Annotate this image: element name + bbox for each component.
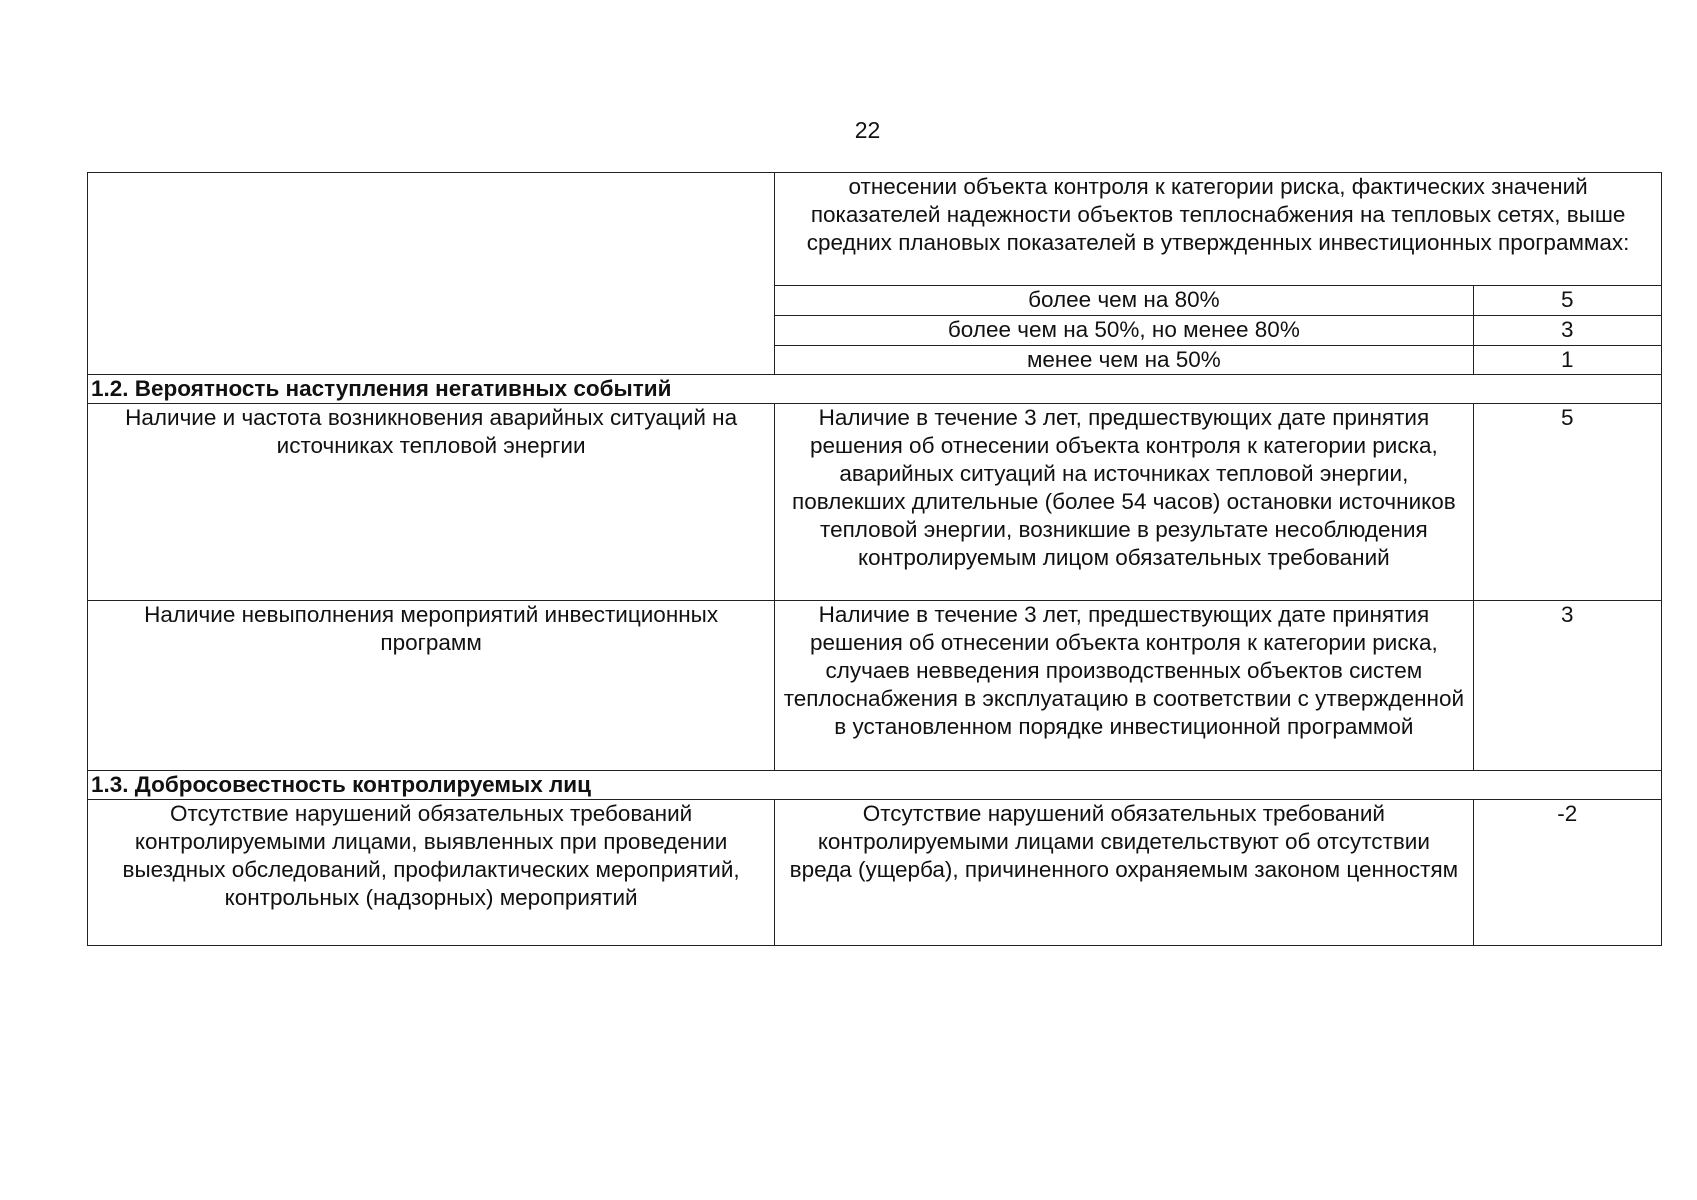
continuation-row xyxy=(88,173,1662,286)
table-row xyxy=(88,800,1662,946)
continuation-indicator-cell xyxy=(88,173,775,375)
score-cell: 3 xyxy=(1473,601,1661,771)
sub-row-score: 5 xyxy=(1473,286,1661,316)
section-heading: 1.3. Добросовестность контролируемых лиц xyxy=(88,771,1662,800)
indicator-cell: Наличие невыполнения мероприятий инвестиционных программ xyxy=(88,601,775,771)
continuation-text: отнесении объекта контроля к категории риска, фактических значений показателей надежности объектов теплоснабжения на тепловых сетях, выше средних плановых показателей в утвержденных инвестиционных программах: xyxy=(775,173,1662,286)
indicator-cell: Отсутствие нарушений обязательных требований контролируемыми лицами, выявленных при проведении выездных обследований, профилактических мероприятий, контрольных (надзорных) мероприятий xyxy=(88,800,775,946)
sub-row-label: менее чем на 50% xyxy=(775,346,1473,375)
score-cell: 5 xyxy=(1473,404,1661,601)
criterion-cell: Наличие в течение 3 лет, предшествующих дате принятия решения об отнесении объекта контроля к категории риска, аварийных ситуаций на источниках тепловой энергии, повлекших длительные (более 54 часов) остановки источников тепловой энергии, возникшие в результате несоблюдения контролируемым лицом обязательных требований xyxy=(775,404,1473,601)
score-cell: -2 xyxy=(1473,800,1661,946)
section-heading: 1.2. Вероятность наступления негативных событий xyxy=(88,375,1662,404)
criterion-cell: Наличие в течение 3 лет, предшествующих дате принятия решения об отнесении объекта контроля к категории риска, случаев невведения производственных объектов систем теплоснабжения в эксплуатацию в соответствии с утвержденной в установленном порядке инвестиционной программой xyxy=(775,601,1473,771)
table-row xyxy=(88,404,1662,601)
indicator-cell: Наличие и частота возникновения аварийных ситуаций на источниках тепловой энергии xyxy=(88,404,775,601)
criterion-cell: Отсутствие нарушений обязательных требований контролируемыми лицами свидетельствуют об отсутствии вреда (ущерба), причиненного охраняемым законом ценностям xyxy=(775,800,1473,946)
page-number: 22 xyxy=(854,117,881,143)
sub-row-label: более чем на 50%, но менее 80% xyxy=(775,316,1473,346)
risk-criteria-table xyxy=(87,172,1662,946)
section-heading-row xyxy=(88,375,1662,404)
sub-row-label: более чем на 80% xyxy=(775,286,1473,316)
sub-row-score: 3 xyxy=(1473,316,1661,346)
sub-row-score: 1 xyxy=(1473,346,1661,375)
section-heading-row xyxy=(88,771,1662,800)
table-row xyxy=(88,601,1662,771)
